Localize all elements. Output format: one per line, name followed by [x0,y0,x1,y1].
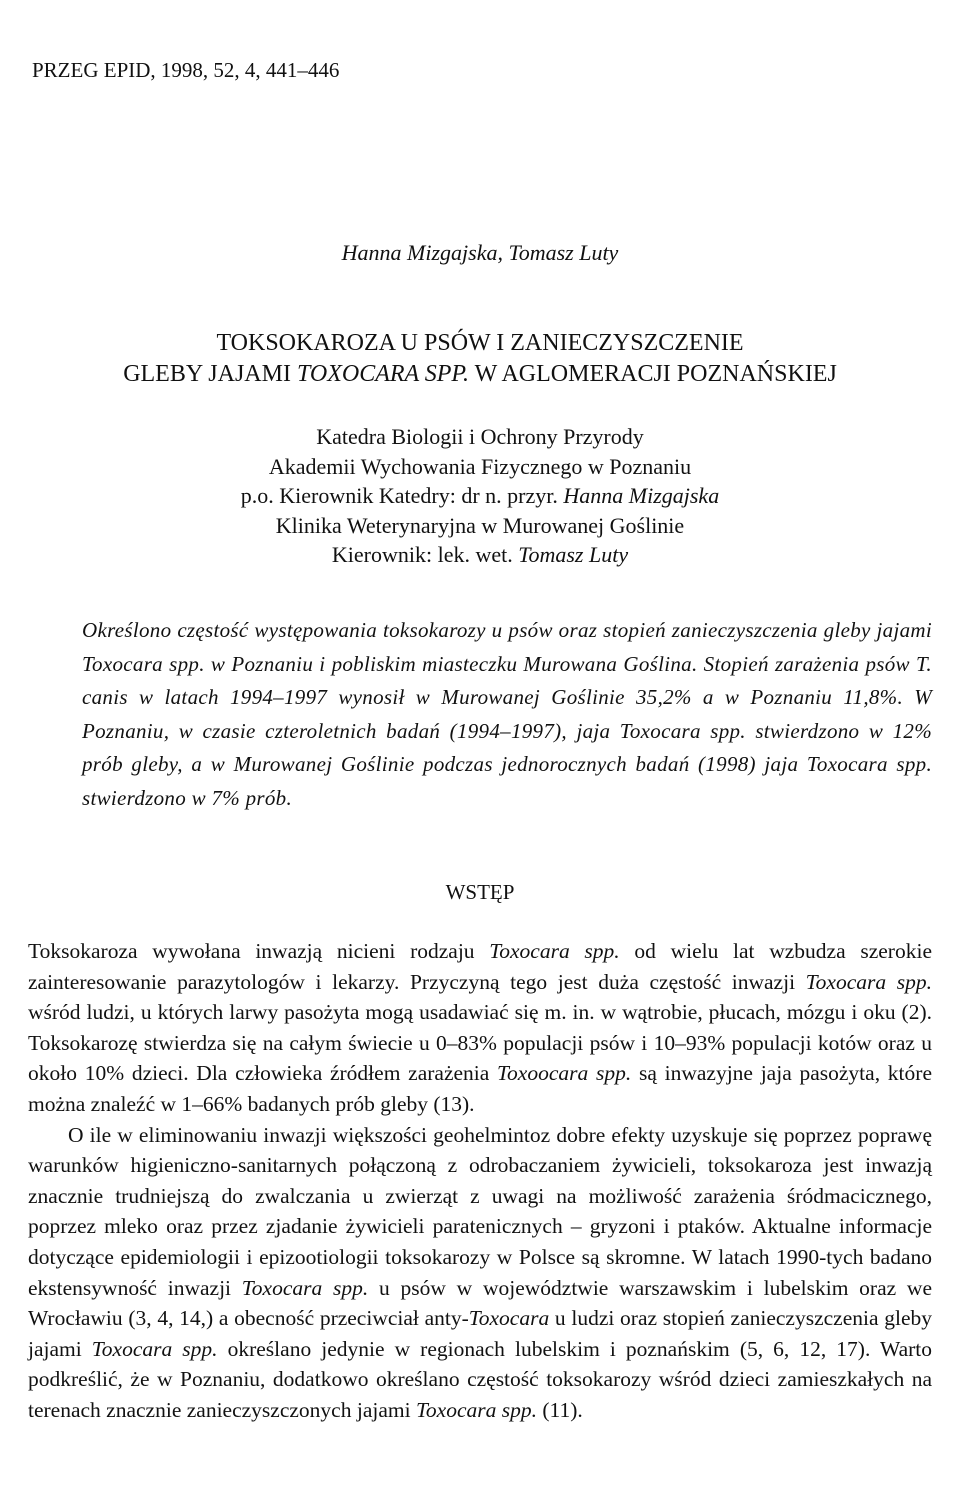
species-name: Toxocara spp. [805,969,932,994]
affiliation-line-3 [0,481,960,511]
body-text [28,936,932,1426]
text-run: Toksokaroza wywołana inwazją nicieni rodzaju [28,939,490,963]
text-run: wśród ludzi, u których larwy pasożyta mogą usadawiać się m. in. w wątrobie, płucach, mózgu i oku (2). Toksokarozę stwierdza się na całym świecie u 0–83% populacji psów i 10–93% populacji kotów oraz u około 10% dzieci. Dla człowieka źródłem zarażenia [28,1000,932,1086]
title-text: GLEBY JAJAMI [123,361,297,387]
affiliation-line-1: Katedra Biologii i Ochrony Przyrody [316,424,644,449]
species-name: Toxocara [468,1306,550,1331]
text-run: są inwazyjne jaja pasożyta, które można znaleźć w 1–66% badanych prób gleby (13). [28,1061,932,1116]
title-text: W AGLOMERACJI POZNAŃSKIEJ [469,361,837,387]
species-name: Toxocara spp. [415,1397,538,1422]
text-run: u ludzi oraz stopień zanieczyszczenia gleby jajami [28,1306,932,1361]
authors-line: Hanna Mizgajska, Tomasz Luty [341,240,619,265]
text-run: od wielu lat wzbudza szerokie zainteresowanie parazytologów i lekarzy. Przyczyną tego jest duża częstość inwazji [28,939,932,994]
text-run: O ile w eliminowaniu inwazji większości geohelmintoz dobre efekty uzyskuje się poprzez poprawę warunków higieniczno-sanitarnych połączoną z odrobaczaniem żywicieli, toksokaroza jest inwazją znacznie trudniejszą do zwalczania u zwierząt z uwagi na możliwość zarażenia śródmacicznego, poprzez mleko oraz przez zjadanie żywicieli paratenicznych – gryzoni i ptaków. Aktualne informacje dotyczące epidemiologii i epizootiologii toksokarozy w Polsce są skromne. W latach 1990-tych badano ekstensywność inwazji [28,1122,932,1300]
affiliation-text: Kierownik: lek. wet. [331,542,519,567]
text-run: określano jedynie w regionach lubelskim i poznańskim (5, 6, 12, 17). Warto podkreślić, że w Poznaniu, dodatkowo określano częstość toksokarozy wśród dzieci zamieszkałych na terenach znacznie zanieczyszczonych jajami [28,1336,933,1422]
title-line-1: TOKSOKAROZA U PSÓW I ZANIECZYSZCZENIE [216,330,744,356]
species-name: Toxocara spp. [241,1275,369,1300]
article-title [0,328,960,390]
affiliation-line-2: Akademii Wychowania Fizycznego w Poznaniu [268,453,692,479]
species-name: Toxocara spp. [91,1336,218,1361]
affiliation-line-4: Klinika Weterynaryjna w Murowanej Goślinie [275,512,685,538]
head-name: Tomasz Luty [518,542,629,567]
affiliation-text: p.o. Kierownik Katedry: dr n. przyr. [240,483,564,508]
journal-reference: PRZEG EPID, 1998, 52, 4, 441–446 [32,58,340,82]
species-name: Toxoocara spp. [497,1061,632,1086]
abstract-paragraph: Określono częstość występowania toksokarozy u psów oraz stopień zanieczyszczenia gleby jajami Toxocara spp. w Poznaniu i pobliskim miasteczku Murowana Goślina. Stopień zarażenia psów T. canis w latach 1994–1997 wynosił w Murowanej Goślinie 35,2% a w Poznaniu 11,8%. W Poznaniu, w czasie czteroletnich badań (1994–1997), jaja Toxocara spp. stwierdzono w 12% prób gleby, a w Murowanej Goślinie podczas jednorocznych badań (1998) jaja Toxocara spp. stwierdzono w 7% prób. [82,618,932,810]
section-heading: WSTĘP [445,880,515,904]
species-name: Toxocara spp. [489,939,620,963]
text-run: (11). [537,1397,583,1422]
paragraph-2 [28,1120,932,1426]
text-run: u psów w województwie warszawskim i lubelskim oraz we Wrocławiu (3, 4, 14,) a obecność przeciwciał anty- [28,1275,933,1331]
paragraph-1 [28,936,932,1120]
title-italic-text: TOXOCARA SPP. [296,361,469,387]
head-name: Hanna Mizgajska [563,483,720,508]
affiliation-line-5 [0,540,960,570]
title-line-2 [0,359,960,390]
affiliation-block [0,422,960,570]
